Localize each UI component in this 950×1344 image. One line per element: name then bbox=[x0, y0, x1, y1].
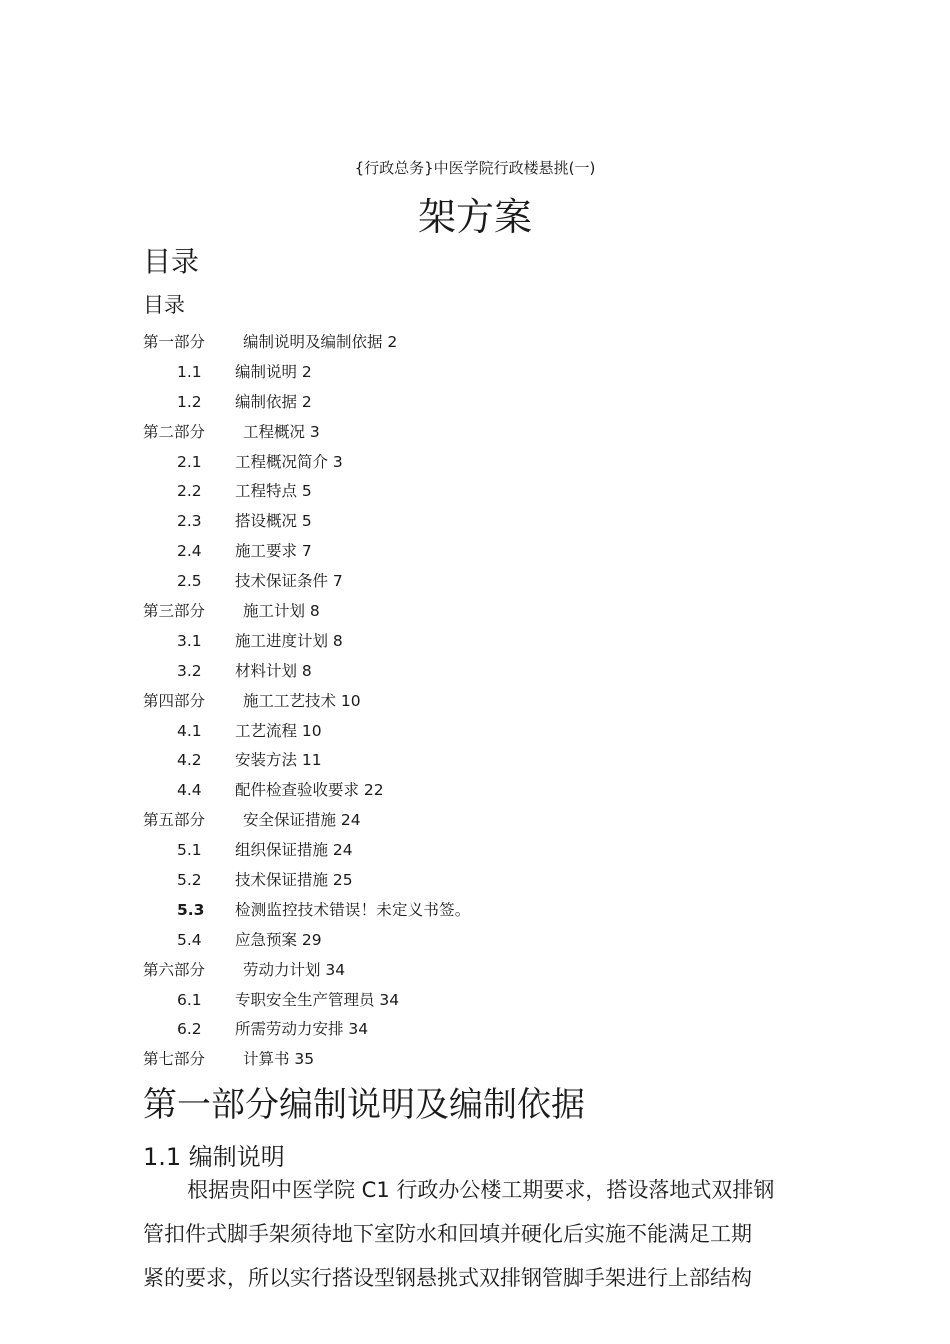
toc-entry-number: 2.1 bbox=[177, 452, 202, 471]
section-heading: 第一部分编制说明及编制依据 bbox=[143, 1085, 585, 1125]
toc-entry-number: 6.1 bbox=[177, 990, 202, 1009]
toc-entry-title: 工艺流程 10 bbox=[235, 721, 322, 740]
toc-entry-title: 施工计划 8 bbox=[243, 602, 320, 621]
toc-section-entry[interactable] bbox=[143, 840, 843, 870]
toc-section-entry[interactable] bbox=[143, 1019, 843, 1049]
toc-entry-title: 安装方法 11 bbox=[235, 751, 322, 770]
toc-part-entry[interactable] bbox=[143, 1049, 843, 1079]
toc-entry-number: 第六部分 bbox=[143, 960, 206, 979]
toc-entry-number: 1.1 bbox=[177, 362, 202, 381]
toc-part-entry[interactable] bbox=[143, 601, 843, 631]
toc-entry-title: 搭设概况 5 bbox=[235, 512, 312, 531]
toc-entry-title: 组织保证措施 24 bbox=[235, 841, 353, 860]
toc-entry-title: 应急预案 29 bbox=[235, 930, 322, 949]
subsection-heading: 1.1 编制说明 bbox=[143, 1143, 285, 1171]
toc-entry-title: 施工进度计划 8 bbox=[235, 631, 343, 650]
toc-entry-title: 所需劳动力安排 34 bbox=[235, 1020, 369, 1039]
toc-section-entry[interactable] bbox=[143, 452, 843, 482]
toc-entry-title: 工程概况简介 3 bbox=[235, 452, 343, 471]
toc-entry-title: 计算书 35 bbox=[243, 1050, 315, 1069]
toc-section-entry[interactable] bbox=[143, 362, 843, 392]
toc-heading-large: 目录 bbox=[143, 245, 200, 278]
toc-entry-number: 1.2 bbox=[177, 392, 202, 411]
toc-part-entry[interactable] bbox=[143, 691, 843, 721]
toc-part-entry[interactable] bbox=[143, 332, 843, 362]
toc-entry-number: 4.1 bbox=[177, 721, 202, 740]
paragraph-line: 管扣件式脚手架须待地下室防水和回填并硬化后实施不能满足工期 bbox=[143, 1222, 752, 1246]
toc-entry-title: 工程概况 3 bbox=[243, 422, 320, 441]
toc-section-entry[interactable] bbox=[143, 661, 843, 691]
toc-entry-number: 第七部分 bbox=[143, 1050, 206, 1069]
toc-entry-number: 5.1 bbox=[177, 841, 202, 860]
toc-section-entry[interactable] bbox=[143, 511, 843, 541]
toc-section-entry[interactable] bbox=[143, 930, 843, 960]
toc-section-entry[interactable] bbox=[143, 721, 843, 751]
table-of-contents bbox=[143, 332, 843, 1079]
toc-entry-number: 4.2 bbox=[177, 751, 202, 770]
toc-entry-number: 4.4 bbox=[177, 781, 202, 800]
toc-entry-title: 编制依据 2 bbox=[235, 392, 312, 411]
paragraph-line: 紧的要求，所以实行搭设型钢悬挑式双排钢管脚手架进行上部结构 bbox=[143, 1266, 752, 1290]
toc-entry-title: 专职安全生产管理员 34 bbox=[235, 990, 400, 1009]
toc-entry-number: 2.3 bbox=[177, 512, 202, 531]
toc-entry-title: 施工要求 7 bbox=[235, 542, 312, 561]
toc-entry-title: 编制说明及编制依据 2 bbox=[243, 333, 398, 351]
toc-entry-number: 第一部分 bbox=[143, 333, 206, 351]
paragraph-line: 根据贵阳中医学院 C1 行政办公楼工期要求，搭设落地式双排钢 bbox=[187, 1178, 775, 1202]
toc-section-entry[interactable] bbox=[143, 990, 843, 1020]
toc-entry-title: 技术保证措施 25 bbox=[235, 871, 353, 890]
toc-section-entry[interactable] bbox=[143, 541, 843, 571]
toc-entry-title: 配件检查验收要求 22 bbox=[235, 781, 384, 800]
toc-entry-number: 第二部分 bbox=[143, 422, 206, 441]
toc-entry-number: 5.3 bbox=[177, 900, 205, 919]
toc-entry-number: 5.2 bbox=[177, 871, 202, 890]
toc-section-entry[interactable] bbox=[143, 870, 843, 900]
toc-section-entry[interactable] bbox=[143, 750, 843, 780]
toc-entry-title: 安全保证措施 24 bbox=[243, 811, 361, 830]
toc-section-entry[interactable] bbox=[143, 631, 843, 661]
toc-entry-number: 第五部分 bbox=[143, 811, 206, 830]
document-subtitle: {行政总务}中医学院行政楼悬挑(一) bbox=[354, 159, 596, 177]
toc-entry-title: 工程特点 5 bbox=[235, 482, 312, 501]
toc-entry-number: 2.2 bbox=[177, 482, 202, 501]
toc-entry-number: 3.2 bbox=[177, 661, 202, 680]
toc-entry-title: 技术保证条件 7 bbox=[235, 572, 343, 591]
toc-part-entry[interactable] bbox=[143, 810, 843, 840]
toc-entry-title: 编制说明 2 bbox=[235, 362, 312, 381]
body-paragraph bbox=[143, 1168, 813, 1300]
toc-section-entry[interactable] bbox=[143, 900, 843, 930]
toc-entry-title: 检测监控技术错误！未定义书签。 bbox=[235, 900, 471, 919]
toc-entry-number: 3.1 bbox=[177, 631, 202, 650]
toc-entry-number: 5.4 bbox=[177, 930, 202, 949]
toc-entry-title: 施工工艺技术 10 bbox=[243, 691, 361, 710]
toc-heading-small: 目录 bbox=[143, 293, 185, 317]
toc-section-entry[interactable] bbox=[143, 481, 843, 511]
toc-entry-number: 2.5 bbox=[177, 572, 202, 591]
toc-entry-number: 2.4 bbox=[177, 542, 202, 561]
toc-entry-number: 第四部分 bbox=[143, 691, 206, 710]
toc-section-entry[interactable] bbox=[143, 392, 843, 422]
toc-entry-title: 劳动力计划 34 bbox=[243, 960, 346, 979]
toc-entry-number: 6.2 bbox=[177, 1020, 202, 1039]
document-title: 架方案 bbox=[417, 195, 532, 239]
toc-part-entry[interactable] bbox=[143, 422, 843, 452]
toc-entry-number: 第三部分 bbox=[143, 602, 206, 621]
toc-part-entry[interactable] bbox=[143, 960, 843, 990]
toc-section-entry[interactable] bbox=[143, 571, 843, 601]
toc-entry-title: 材料计划 8 bbox=[235, 661, 312, 680]
toc-section-entry[interactable] bbox=[143, 780, 843, 810]
